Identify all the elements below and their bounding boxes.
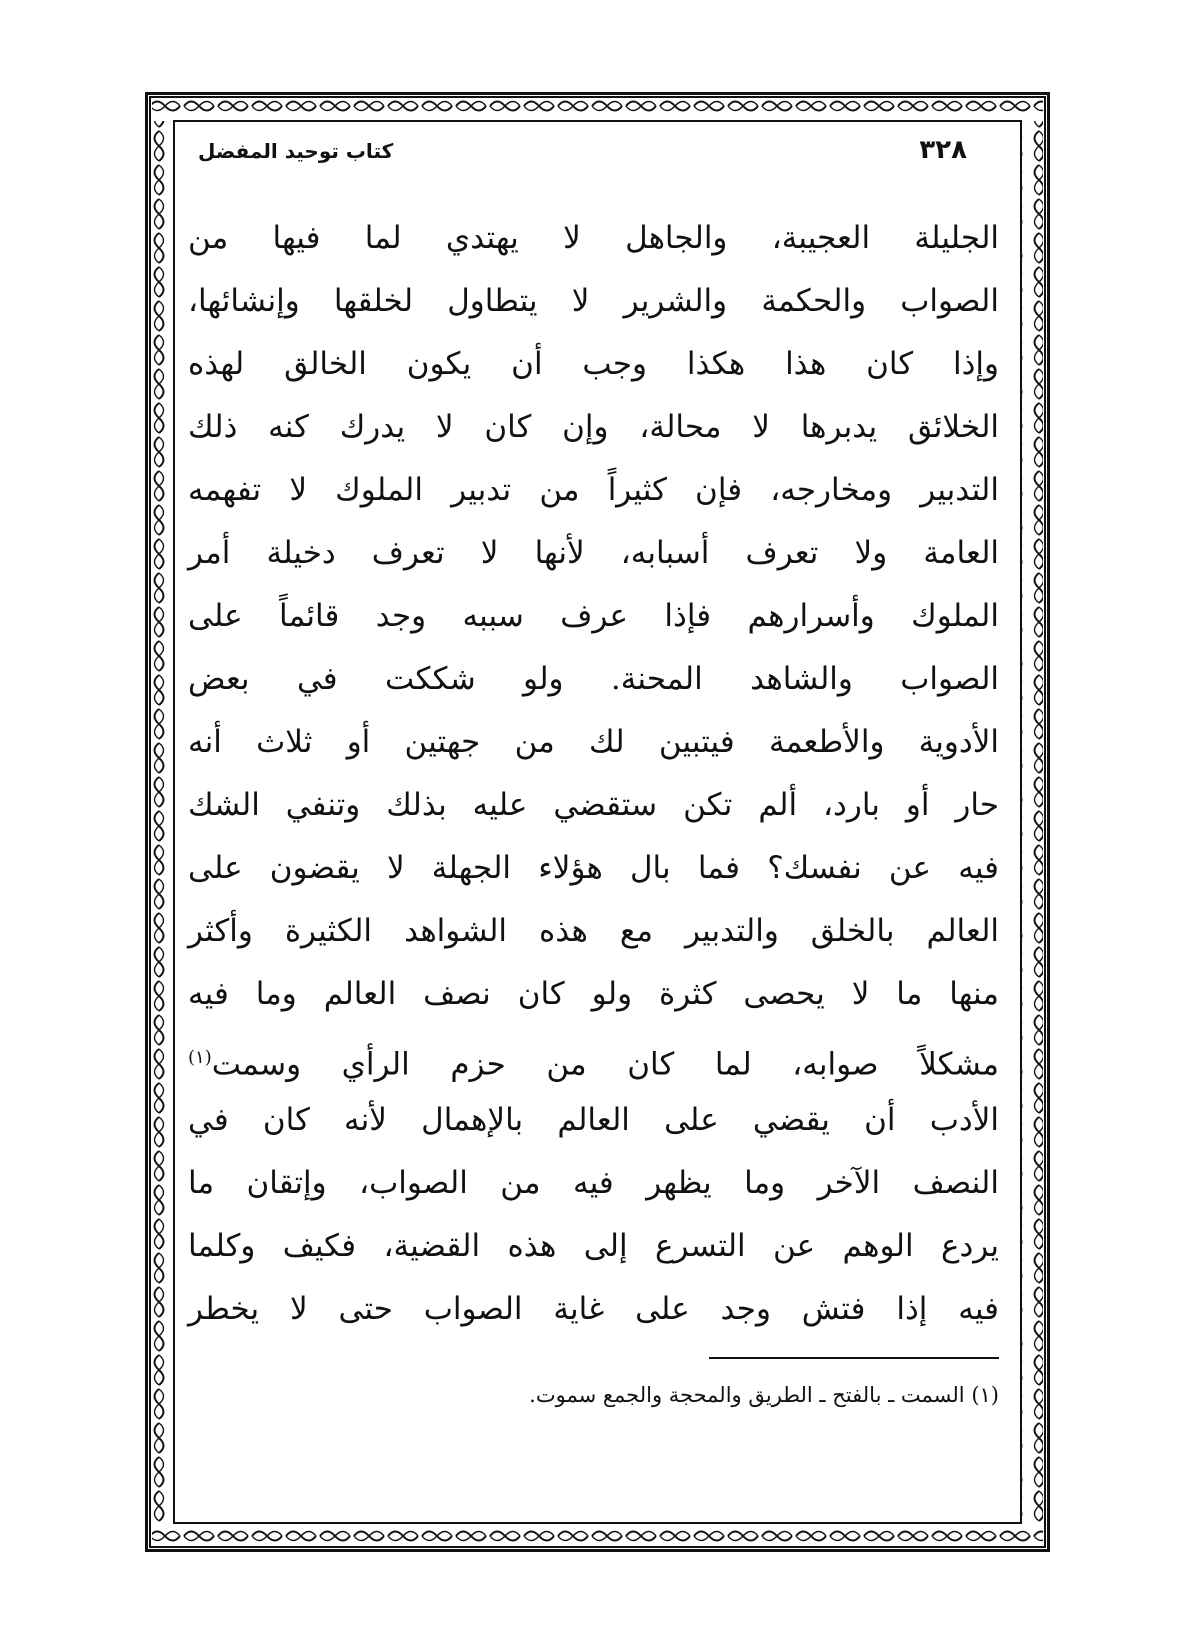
text-line-9: الأدوية والأطعمة فيتبين لك من جهتين أو ثلاث أنه bbox=[188, 724, 999, 760]
text-line-7: الملوك وأسرارهم فإذا عرف سببه وجد قائماً على bbox=[188, 598, 999, 634]
footnote-separator bbox=[709, 1357, 999, 1359]
text-line-8: الصواب والشاهد المحنة. ولو شككت في بعض bbox=[188, 661, 999, 697]
text-line-16: النصف الآخر وما يظهر فيه من الصواب، وإتقان ما bbox=[188, 1165, 999, 1201]
text-line-10: حار أو بارد، ألم تكن ستقضي عليه بذلك وتنفي الشك bbox=[188, 787, 999, 823]
text-line-12: العالم بالخلق والتدبير مع هذه الشواهد الكثيرة وأكثر bbox=[188, 913, 999, 949]
text-line-6: العامة ولا تعرف أسبابه، لأنها لا تعرف دخيلة أمر bbox=[188, 535, 999, 571]
text-line-14 bbox=[188, 1026, 999, 1089]
body-text bbox=[188, 207, 999, 1341]
text-line-15: الأدب أن يقضي على العالم بالإهمال لأنه كان في bbox=[188, 1102, 999, 1138]
text-line-18: فيه إذا فتش وجد على غاية الصواب حتى لا يخطر bbox=[188, 1291, 999, 1327]
text-line-14-content: مشكلاً صوابه، لما كان من حزم الرأي وسمت bbox=[211, 1046, 999, 1083]
text-line-17: يردع الوهم عن التسرع إلى هذه القضية، فكيف وكلما bbox=[188, 1228, 999, 1264]
footnote: (١) السمت ـ بالفتح ـ الطريق والمحجة والجمع سموت. bbox=[529, 1383, 999, 1407]
text-line-2: الصواب والحكمة والشرير لا يتطاول لخلقها وإنشائها، bbox=[188, 283, 999, 319]
text-line-5: التدبير ومخارجه، فإن كثيراً من تدبير الملوك لا تفهمه bbox=[188, 472, 999, 508]
text-line-11: فيه عن نفسك؟ فما بال هؤلاء الجهلة لا يقضون على bbox=[188, 850, 999, 886]
book-title: كتاب توحيد المفضل bbox=[198, 139, 394, 163]
footnote-marker: (١) bbox=[188, 1047, 212, 1068]
page-frame bbox=[145, 92, 1050, 1552]
text-line-13: منها ما لا يحصى كثرة ولو كان نصف العالم وما فيه bbox=[188, 976, 999, 1012]
page-number: ٣٢٨ bbox=[919, 135, 967, 165]
page-header bbox=[188, 133, 1007, 177]
text-line-3: وإذا كان هذا هكذا وجب أن يكون الخالق لهذه bbox=[188, 346, 999, 382]
text-line-4: الخلائق يدبرها لا محالة، وإن كان لا يدرك كنه ذلك bbox=[188, 409, 999, 445]
text-line-1: الجليلة العجيبة، والجاهل لا يهتدي لما فيها من bbox=[188, 220, 999, 256]
